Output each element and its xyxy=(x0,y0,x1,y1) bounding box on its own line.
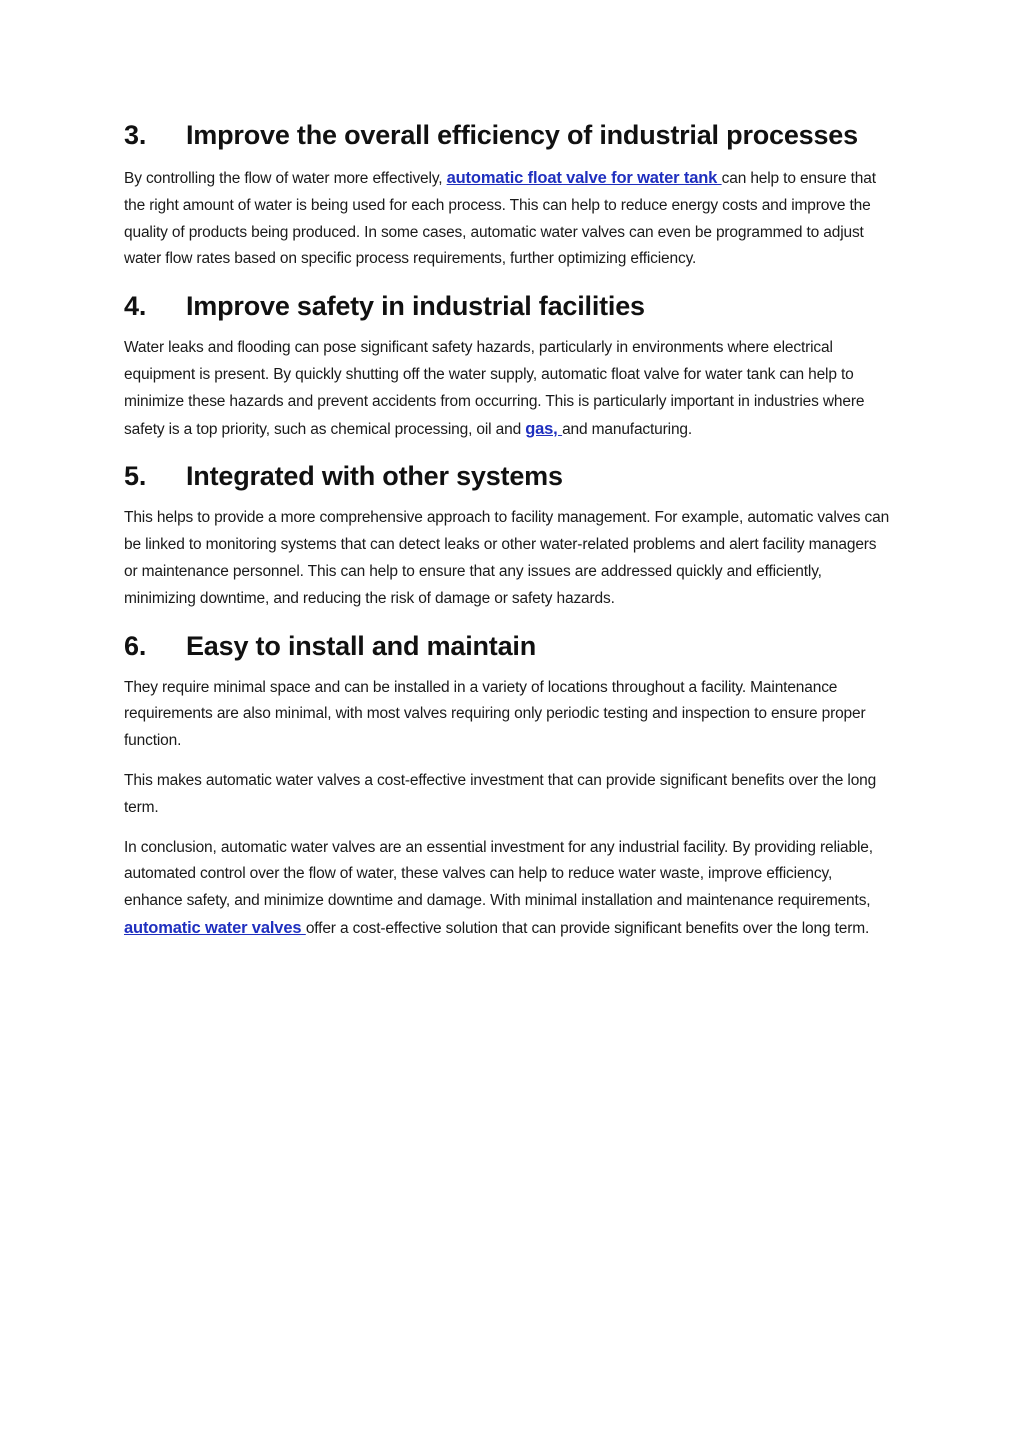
section-6-title: Easy to install and maintain xyxy=(186,630,536,661)
automatic-water-valves-link[interactable]: automatic water valves xyxy=(124,918,306,937)
section-3-title: Improve the overall efficiency of industrial processes xyxy=(186,120,858,150)
document-page xyxy=(124,118,894,943)
section-4-paragraph xyxy=(124,335,894,443)
section-6-heading xyxy=(124,629,894,663)
section-6-paragraph: They require minimal space and can be installed in a variety of locations throughout a facility. Maintenance requirements are also minimal, with most valves requiring only periodic testing and inspection to ensure proper function. xyxy=(124,678,866,750)
section-5-number: 5. xyxy=(124,461,147,492)
section-3-text-before: By controlling the flow of water more effectively, xyxy=(124,170,447,187)
section-6-number: 6. xyxy=(124,630,147,661)
section-4-text-before: Water leaks and flooding can pose significant safety hazards, particularly in environments where electrical equipment is present. By quickly shutting off the water supply, automatic float valve for water tank can help to minimize these hazards and prevent accidents from occurring. This is particularly important in industries where safety is a top priority, such as chemical processing, oil and xyxy=(124,339,865,438)
section-3-number: 3. xyxy=(124,120,147,150)
section-4-heading xyxy=(124,289,894,323)
closing-paragraph-1: This makes automatic water valves a cost-effective investment that can provide significant benefits over the long term. xyxy=(124,771,877,816)
section-3-paragraph xyxy=(124,165,894,273)
section-5-paragraph: This helps to provide a more comprehensive approach to facility management. For example, automatic valves can be linked to monitoring systems that can detect leaks or other water-related problems and alert facility managers or maintenance personnel. This can help to ensure that any issues are addressed quickly and efficiently, minimizing downtime, and reducing the risk of damage or safety hazards. xyxy=(124,509,890,607)
section-3-text-after: can help to ensure that the right amount of water is being used for each process. This can help to reduce energy costs and improve the quality of products being produced. In some cases, automatic water valves can even be programmed to adjust water flow rates based on specific process requirements, further optimizing efficiency. xyxy=(124,170,876,268)
conclusion-text-before: In conclusion, automatic water valves are an essential investment for any industrial facility. By providing reliable, automated control over the flow of water, these valves can help to reduce water waste, improve efficiency, enhance safety, and minimize downtime and damage. With minimal installation and maintenance requirements, xyxy=(124,838,873,910)
section-4-text-after: and manufacturing. xyxy=(562,420,693,438)
section-3-heading xyxy=(124,118,894,152)
section-5-heading xyxy=(124,459,894,493)
section-4-number: 4. xyxy=(124,291,147,322)
section-4-title: Improve safety in industrial facilities xyxy=(186,291,645,322)
conclusion-paragraph xyxy=(124,835,894,943)
conclusion-text-after: offer a cost-effective solution that can provide significant benefits over the long term. xyxy=(305,919,870,937)
gas-link[interactable]: gas, xyxy=(525,419,563,438)
section-5-title: Integrated with other systems xyxy=(186,461,563,492)
float-valve-link[interactable]: automatic float valve for water tank xyxy=(446,169,722,187)
